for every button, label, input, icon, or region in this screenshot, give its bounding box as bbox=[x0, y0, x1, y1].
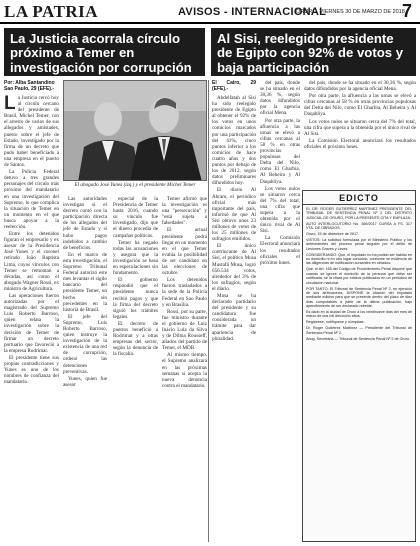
right-col2-text bbox=[260, 80, 300, 266]
paragraph: Al mismo tiempo, el Supremo analizará en las próximas semanas si acepta la nueva denuncia contra el mandatario. bbox=[162, 352, 207, 389]
photo-illustration bbox=[64, 81, 207, 181]
paragraph: Oruro, 15 de diciembre de 2017. bbox=[306, 232, 360, 237]
paragraph: El gobierno respondió que el presidente nunca recibió pagos y que la firma del decreto siguió los trámites legales. bbox=[113, 277, 158, 320]
paragraph: Los votos nulos se situaron cerca del 7% del total, una cifra que supera a la obtenida por el único rival de Al Sisi. bbox=[304, 118, 416, 137]
dateline: ORURO, VIERNES 30 DE MARZO DE 2018 bbox=[296, 9, 405, 15]
paragraph: Entre los detenidos figuran el empresario y ex asesor de la Presidencia José Yunes y el coronel retirado João Baptista Lima, cuyos vínculos con Temer se remontan a décadas, así como el abogado Wagner Rossi, ex ministro de Agricultura. bbox=[4, 231, 59, 292]
paragraph: Abdelfatah al Sisi ha sido reelegido presidente de Egipto al obtener el 92% de los votos en unos comicios marcados por una participación del 41%, cinco puntos inferior a los comicios de hace cuatro años y dos puntos por debajo de los de 2012, según datos preliminares difundidos hoy. bbox=[212, 95, 256, 187]
drop-cap: L bbox=[4, 93, 16, 114]
left-col4-text bbox=[162, 196, 207, 389]
photo-caption: El abogado José Yunes (izq.) y el presidente Michel Temer bbox=[74, 182, 196, 188]
paragraph: del país, donde se ha situado en el 30,36 %, según datos difundidos por la agencia oficial Mena. bbox=[260, 80, 300, 117]
paragraph: Yunes, quien fue asesor bbox=[63, 375, 107, 388]
paragraph: Por otra parte, la afluencia a las urnas se elevó a cifras cercanas al 58 % en otras provincias populosas del Delta del Nilo, como El Gharbia, Al Beheira y Al Daqahliya. bbox=[304, 93, 416, 118]
paragraph: La Policía Federal detuvo a tres grandes personajes del círculo más próximo del mandatario en una investigación del Supremo, lo que complica la situación de Temer en un momento en el que busca apoyar a la reelección. bbox=[4, 169, 59, 230]
left-story-byline bbox=[4, 80, 59, 92]
paragraph: CONSIDERANDO: Que, el imputado no ha podido ser habido en su domicilio ni en otro lugar conocido, conforme se evidencia de las diligencias de notificación cursantes en obrados. bbox=[306, 252, 412, 266]
right-col3-text bbox=[304, 80, 416, 150]
right-story-byline bbox=[212, 80, 256, 92]
paragraph: a Justicia cercó hoy al círculo cercano del presidente de Brasil, Michel Temer, con el arresto de varios de sus allegados y amistades, puesto sobre el jefe de Estado, investigado por la firma de un decreto que pudo haber beneficiado a una empresa en el puerto de Santos. bbox=[4, 95, 59, 169]
paragraph: Regístrese, notifíquese y cúmplase. bbox=[306, 320, 365, 325]
paragraph: Los detenidos fueron trasladados a la sede de la Policía Federal en Sao Paulo y en Brasilia. bbox=[162, 277, 207, 308]
newspaper-brand: LA PATRIA bbox=[4, 2, 99, 21]
paragraph: El presidente tiene sus propias contradicciones y Yunes es uno de los nombres de confianza del mandatario. bbox=[4, 354, 59, 386]
right-story-headline: Al Sisi, reelegido presidente de Egipto con 92% de votos y baja participación bbox=[211, 28, 416, 76]
section-title: AVISOS - INTERNACIONAL bbox=[178, 6, 327, 18]
left-story-column-4 bbox=[162, 196, 207, 542]
edict-title: EDICTO bbox=[303, 191, 415, 205]
byline-place: Sao Paulo, 29 (EFE).- bbox=[4, 86, 55, 92]
paragraph: del país, donde se ha situado en el 30,36 %, según datos difundidos por la agencia oficial Mena. bbox=[304, 80, 416, 93]
paragraph: El actual presidente podrá llegar en un momento en el que Temer evalúa la posibilidad de ser candidato en las elecciones de octubre. bbox=[162, 227, 207, 277]
paragraph: El jefe del Supremo, Luís Roberto Barroso, quien instruye la investigación de la existencia de una red de corrupción, ordenó las detenciones preventivas. bbox=[63, 313, 107, 375]
paragraph: especial de la Presidencia de Temer hasta 2016, cuando su vínculo fue investigado, dijo que el dinero procedía de campañas políticas. bbox=[113, 196, 158, 239]
left-col1-text bbox=[4, 95, 59, 385]
paragraph: POR TANTO: El Tribunal de Sentencia Penal Nº 2, en ejercicio de sus atribuciones, DISPONE la citación del imputado mediante edictos para que se presente dentro del plazo de diez días computables a partir de la última publicación, bajo apercibimiento de ser declarado rebelde. bbox=[306, 286, 412, 309]
paragraph: Que, el Art. 165 del Código de Procedimiento Penal dispone que cuando se ignore el domicilio de la persona que deba ser notificada, se la citará por edictos publicados en un periódico de circulación nacional. bbox=[306, 267, 412, 285]
right-col1-text bbox=[212, 95, 256, 342]
left-col2-text bbox=[63, 196, 107, 388]
right-story-column-3 bbox=[304, 80, 416, 186]
paragraph: Las operaciones fueron autorizadas por el magistrado del Supremo Luís Roberto Barroso, quien relata la investigación sobre la decisión de Temer de firmar un decreto portuario que favoreció a la empresa Rodrimar. bbox=[4, 293, 59, 354]
masthead bbox=[0, 0, 420, 24]
paragraph: El decreto de puertos benefició a Rodrimar y a otras empresas del sector, según la denuncia de la fiscalía. bbox=[113, 320, 158, 358]
paragraph: Temer afirmó que la investigación es una "persecución" y "está sujeta a falsedades". bbox=[162, 196, 207, 227]
paragraph: En el marco de esta investigación, el Supremo Tribunal Federal autorizó este mes levantar el sigilo bancario del presidente Temer, un hecho sin precedentes en la historia de Brasil. bbox=[63, 251, 107, 313]
paragraph: Rossi, por su parte, fue ministro durante el gobierno de Luiz Inácio Lula da Silva y de Dilma Rousseff, aliados del partido de Temer, el MDB. bbox=[162, 308, 207, 352]
paragraph: AUTO INTERLOCUTORIO No. 369/2017 CURSA A FS. 317 VTA. DE OBRADOS. bbox=[306, 221, 412, 231]
temer-yunes-photo bbox=[63, 80, 207, 181]
paragraph: Dr. Roger Gutiérrez Martínez — Presidente del Tribunal de Sentencia Penal Nº 2. bbox=[306, 326, 412, 335]
paragraph: Los votos nulos se situaron cerca del 7% del total, una cifra que supera a la obtenida por el único rival de Al Sisi. bbox=[260, 185, 300, 235]
left-story-column-3 bbox=[113, 196, 158, 542]
paragraph: Abog. Secretaria — Tribunal de Sentencia Penal Nº 2 de Oruro. bbox=[306, 336, 411, 341]
paragraph: La Comisión Electoral anunciará los resultados oficiales el próximo lunes. bbox=[260, 235, 300, 266]
paragraph: Temer ha negado todas las acusaciones y asegura que la investigación se basa en especulaciones sin fundamento. bbox=[113, 239, 158, 277]
left-story-headline: La Justicia acorrala círculo próximo a Temer en investigación por corrupción bbox=[4, 28, 205, 76]
paragraph: VISTOS: La solicitud formulada por el Ministerio Público y los antecedentes del proceso penal seguido por el delito de Lesiones Graves y Leves. bbox=[306, 237, 412, 251]
edict-body bbox=[303, 205, 415, 344]
column-divider bbox=[208, 80, 209, 542]
paragraph: Es dado en la ciudad de Oruro a los veintinueve días del mes de marzo de dos mil dieciocho años. bbox=[306, 310, 412, 319]
page-number: 7 bbox=[402, 1, 413, 21]
right-story-column-1 bbox=[212, 80, 256, 542]
paragraph: Por otra parte, la afluencia a las urnas se elevó a cifras cercanas al 58 % en otras provincias populosas del Delta del Nilo, como El Gharbia, Al Beheira y Al Daqahliya. bbox=[260, 117, 300, 185]
paragraph: El diario Al Ahram, el periódico oficial más importante del país, informó de que Al Sisi obtuvo unos 23 millones de votos de los 25 millones de sufragios emitidos. bbox=[212, 187, 256, 243]
left-story-column-2 bbox=[63, 196, 107, 542]
byline-author: Por: Alba Santandino bbox=[4, 80, 55, 86]
paragraph: El único contrincante de Al Sisi, el político Musa Mustafá Musa, logró 656.534 votos, alrededor del 3% de los sufragios, según el diario. bbox=[212, 243, 256, 292]
paragraph: La Comisión Electoral anunciará los resultados oficiales el próximo lunes. bbox=[304, 137, 416, 150]
left-col3-text bbox=[113, 196, 158, 357]
right-byline-text: El Cairo, 29 (EFE).- bbox=[212, 80, 256, 92]
paragraph: Las autoridades investigan si el decreto contó con la participación directa de los allegados del jefe de Estado y si hubo pagos indebidos a cambio de beneficios. bbox=[63, 196, 107, 251]
right-story-column-2 bbox=[260, 80, 300, 542]
legal-edict-box bbox=[302, 190, 416, 542]
paragraph: EL DR. ROGER GUTIERREZ MARTINEZ PRESIDENTE DEL TRIBUNAL DE SENTENCIA PENAL Nº 2 DEL DISTRITO JUDICIAL DE ORURO, POR LA PRESENTE CITA Y EMPLAZA: bbox=[306, 207, 412, 220]
paragraph: Musa se ha declarado partidario del presidente y su candidatura fue considerada un trámite para dar apariencia de pluralidad. bbox=[212, 293, 256, 342]
left-story-column-1 bbox=[4, 80, 59, 542]
